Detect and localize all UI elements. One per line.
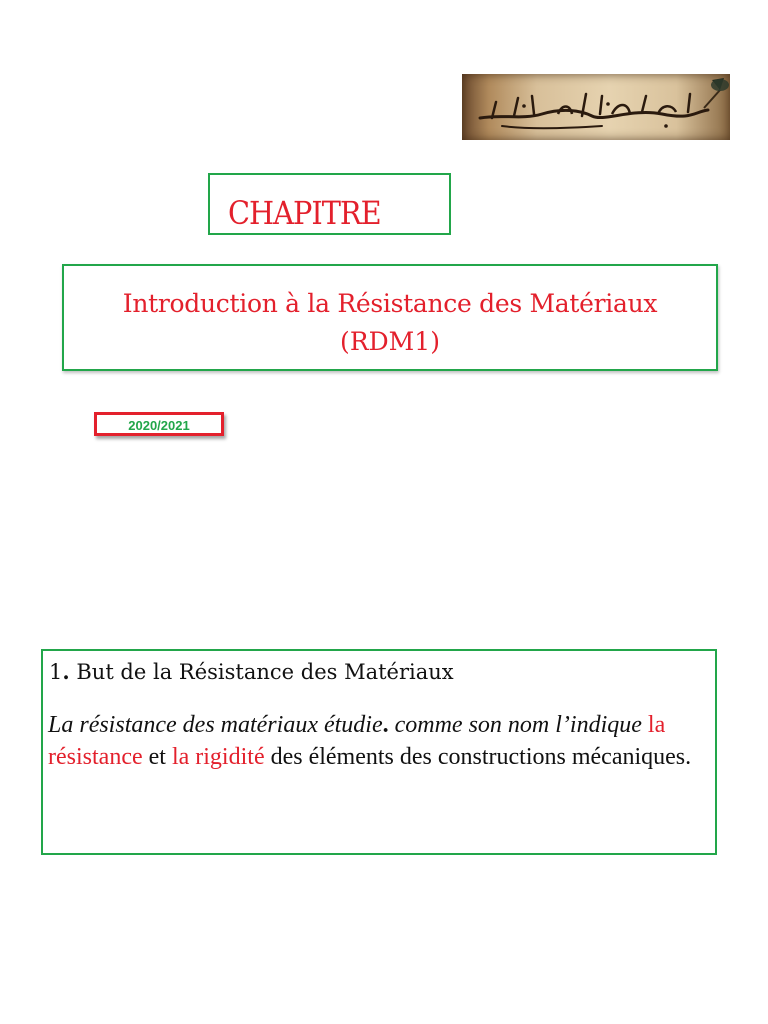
section-body	[48, 709, 708, 773]
section-separator: .	[62, 659, 70, 684]
basmala-banner	[462, 74, 730, 140]
calligraphy-image	[462, 74, 730, 140]
body-connector: et	[142, 744, 172, 770]
body-punct-1: .	[382, 712, 389, 738]
chapter-box	[208, 173, 451, 235]
title-open-paren: (	[340, 327, 350, 356]
body-punct-2: .	[685, 744, 692, 770]
section-number: 1	[49, 660, 63, 684]
title-line-2	[64, 329, 716, 354]
section-heading-text: But de la Résistance des Matériaux	[69, 660, 454, 684]
body-part-3: des éléments des constructions mécaniques	[264, 744, 686, 770]
body-highlight-resistance: la résistance	[48, 712, 666, 770]
body-part-1: La résistance des matériaux étudie	[48, 712, 383, 738]
section-box	[41, 649, 717, 855]
year-label: 2020/2021	[128, 418, 190, 433]
body-part-2: comme son nom l’indique	[388, 712, 648, 738]
title-box	[62, 264, 718, 371]
title-line-1: Introduction à la Résistance des Matériaux	[122, 289, 658, 318]
title-course-code: RDM1	[349, 327, 431, 356]
year-badge	[94, 412, 224, 436]
chapter-label: CHAPITRE	[228, 194, 381, 232]
section-heading	[49, 661, 454, 683]
body-highlight-rigidite: la rigidité	[171, 744, 265, 770]
title-close-paren: )	[430, 327, 440, 356]
